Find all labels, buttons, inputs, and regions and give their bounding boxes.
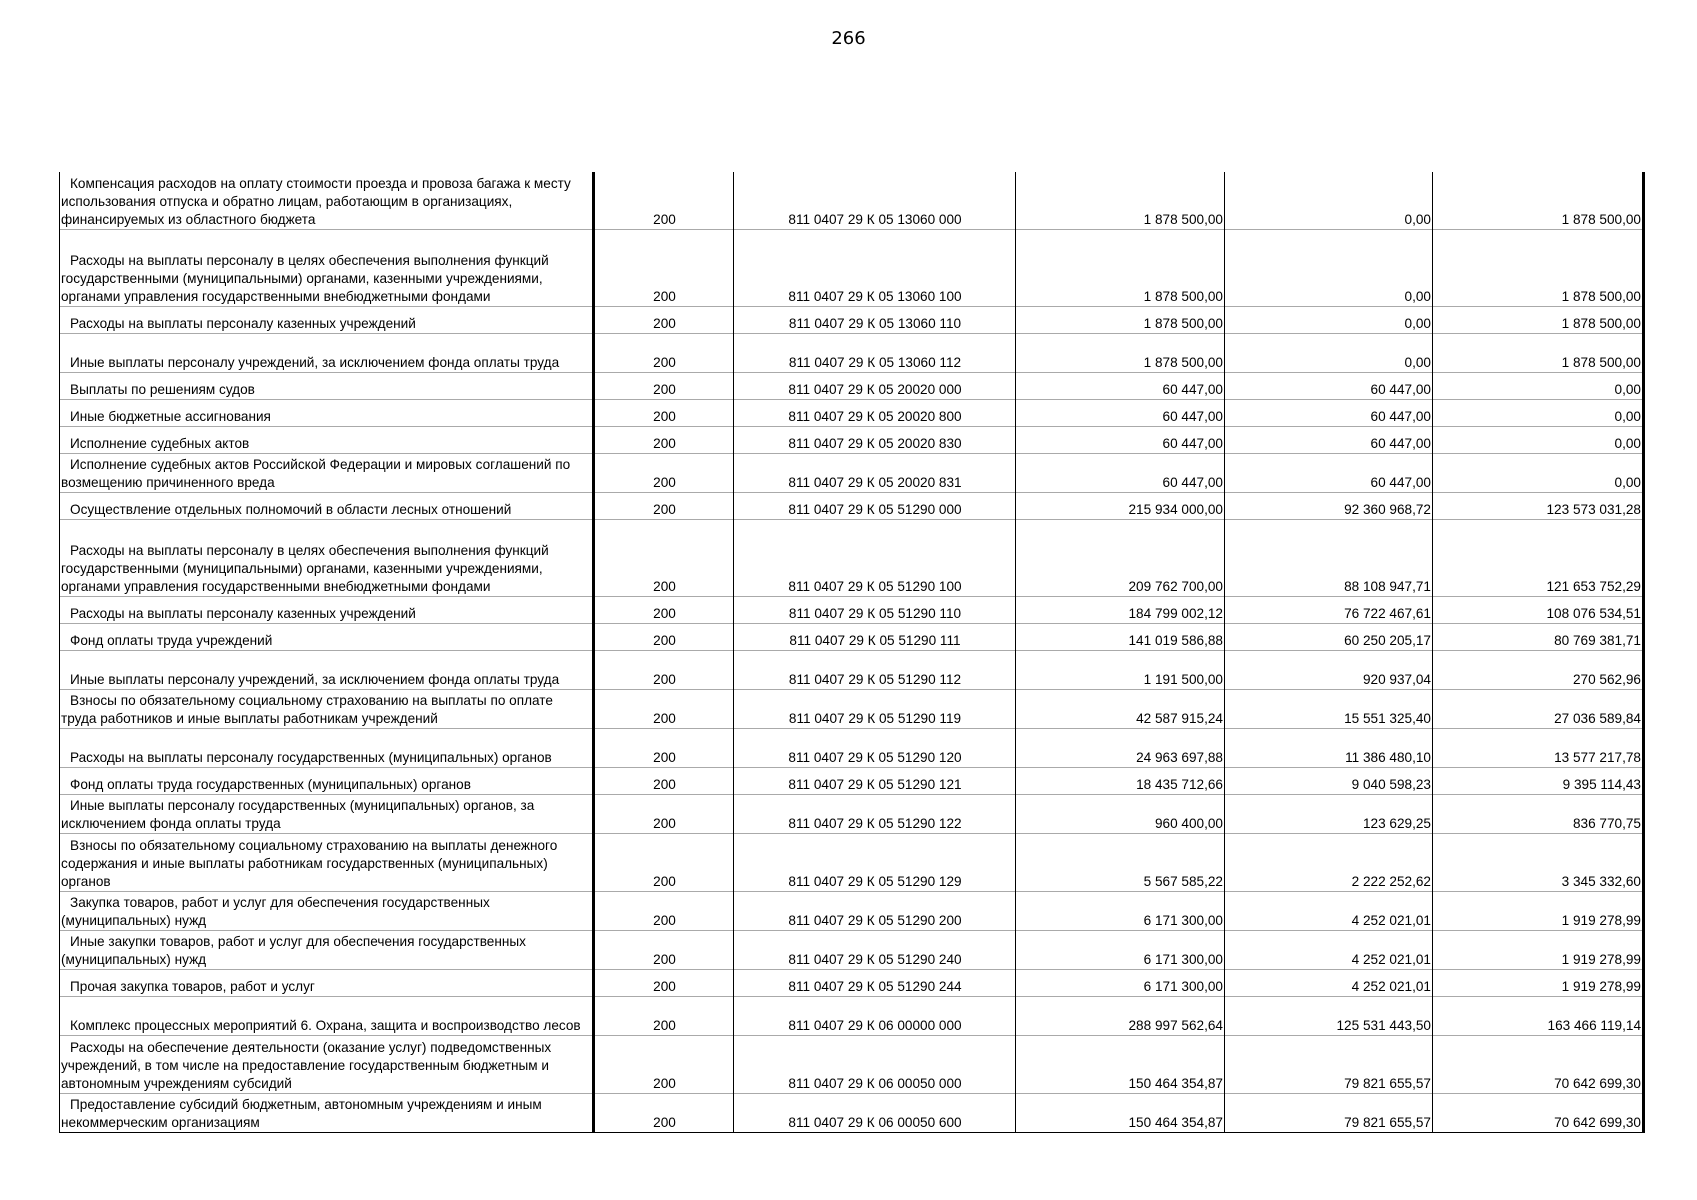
row-unexecuted-amount-cell: 123 573 031,28 bbox=[1433, 493, 1644, 520]
row-name-cell bbox=[60, 729, 594, 768]
row-name-text: Осуществление отдельных полномочий в области лесных отношений bbox=[70, 502, 512, 517]
row-classification-code-cell: 811 0407 29 К 05 51290 111 bbox=[734, 624, 1016, 651]
row-classification-code-cell: 811 0407 29 К 06 00050 000 bbox=[734, 1036, 1016, 1094]
row-classification-code-cell: 811 0407 29 К 05 51290 122 bbox=[734, 795, 1016, 834]
row-executed-amount-cell: 11 386 480,10 bbox=[1225, 729, 1433, 768]
row-unexecuted-amount-cell: 1 878 500,00 bbox=[1433, 172, 1644, 230]
row-executed-amount-cell: 123 629,25 bbox=[1225, 795, 1433, 834]
row-executed-amount-cell: 60 447,00 bbox=[1225, 454, 1433, 493]
row-name-cell bbox=[60, 493, 594, 520]
row-executed-amount-cell: 88 108 947,71 bbox=[1225, 520, 1433, 597]
row-executed-amount-cell: 4 252 021,01 bbox=[1225, 970, 1433, 997]
row-approved-amount-cell: 1 878 500,00 bbox=[1016, 172, 1225, 230]
row-name-text: Иные бюджетные ассигнования bbox=[70, 409, 271, 424]
row-approved-amount-cell: 6 171 300,00 bbox=[1016, 931, 1225, 970]
row-name-cell bbox=[60, 427, 594, 454]
row-classification-code-cell: 811 0407 29 К 05 51290 119 bbox=[734, 690, 1016, 729]
table-row bbox=[60, 1036, 1644, 1094]
row-name-cell bbox=[60, 172, 594, 230]
row-name-cell bbox=[60, 768, 594, 795]
row-executed-amount-cell: 60 447,00 bbox=[1225, 373, 1433, 400]
row-name-text: Взносы по обязательному социальному страхованию на выплаты по оплате труда работников и иные выплаты работникам учреждений bbox=[61, 693, 553, 726]
row-line-code-cell: 200 bbox=[594, 970, 734, 997]
row-approved-amount-cell: 60 447,00 bbox=[1016, 454, 1225, 493]
row-unexecuted-amount-cell: 0,00 bbox=[1433, 427, 1644, 454]
table-row bbox=[60, 454, 1644, 493]
row-classification-code-cell: 811 0407 29 К 06 00050 600 bbox=[734, 1094, 1016, 1133]
row-line-code-cell: 200 bbox=[594, 520, 734, 597]
row-name-text: Предоставление субсидий бюджетным, автономным учреждениям и иным некоммерческим организациям bbox=[61, 1097, 542, 1130]
row-unexecuted-amount-cell: 270 562,96 bbox=[1433, 651, 1644, 690]
table-row bbox=[60, 651, 1644, 690]
row-unexecuted-amount-cell: 27 036 589,84 bbox=[1433, 690, 1644, 729]
row-approved-amount-cell: 1 878 500,00 bbox=[1016, 230, 1225, 307]
row-approved-amount-cell: 24 963 697,88 bbox=[1016, 729, 1225, 768]
row-unexecuted-amount-cell: 70 642 699,30 bbox=[1433, 1094, 1644, 1133]
row-classification-code-cell: 811 0407 29 К 05 13060 112 bbox=[734, 334, 1016, 373]
row-unexecuted-amount-cell: 1 878 500,00 bbox=[1433, 307, 1644, 334]
row-line-code-cell: 200 bbox=[594, 931, 734, 970]
row-approved-amount-cell: 18 435 712,66 bbox=[1016, 768, 1225, 795]
budget-execution-table bbox=[59, 172, 1645, 1133]
row-classification-code-cell: 811 0407 29 К 05 20020 831 bbox=[734, 454, 1016, 493]
row-name-cell bbox=[60, 834, 594, 892]
row-unexecuted-amount-cell: 13 577 217,78 bbox=[1433, 729, 1644, 768]
row-name-cell bbox=[60, 651, 594, 690]
row-unexecuted-amount-cell: 9 395 114,43 bbox=[1433, 768, 1644, 795]
table-row bbox=[60, 597, 1644, 624]
row-unexecuted-amount-cell: 1 878 500,00 bbox=[1433, 334, 1644, 373]
row-executed-amount-cell: 9 040 598,23 bbox=[1225, 768, 1433, 795]
page-number: 266 bbox=[831, 28, 866, 49]
row-name-cell bbox=[60, 230, 594, 307]
row-classification-code-cell: 811 0407 29 К 05 51290 240 bbox=[734, 931, 1016, 970]
row-approved-amount-cell: 184 799 002,12 bbox=[1016, 597, 1225, 624]
row-classification-code-cell: 811 0407 29 К 05 51290 129 bbox=[734, 834, 1016, 892]
row-line-code-cell: 200 bbox=[594, 230, 734, 307]
row-executed-amount-cell: 0,00 bbox=[1225, 307, 1433, 334]
row-executed-amount-cell: 60 447,00 bbox=[1225, 400, 1433, 427]
table-row bbox=[60, 373, 1644, 400]
row-line-code-cell: 200 bbox=[594, 307, 734, 334]
row-line-code-cell: 200 bbox=[594, 1036, 734, 1094]
table-row bbox=[60, 493, 1644, 520]
row-approved-amount-cell: 1 191 500,00 bbox=[1016, 651, 1225, 690]
table-row bbox=[60, 795, 1644, 834]
row-approved-amount-cell: 42 587 915,24 bbox=[1016, 690, 1225, 729]
row-classification-code-cell: 811 0407 29 К 05 51290 110 bbox=[734, 597, 1016, 624]
row-name-cell bbox=[60, 997, 594, 1036]
row-name-cell bbox=[60, 400, 594, 427]
row-line-code-cell: 200 bbox=[594, 768, 734, 795]
row-name-text: Расходы на выплаты персоналу государственных (муниципальных) органов bbox=[70, 750, 552, 765]
row-line-code-cell: 200 bbox=[594, 834, 734, 892]
row-name-text: Расходы на обеспечение деятельности (оказание услуг) подведомственных учреждений, в том числе на предоставление государственным бюджетным и автономным учреждениям субсидий bbox=[61, 1040, 552, 1091]
row-line-code-cell: 200 bbox=[594, 624, 734, 651]
row-name-cell bbox=[60, 597, 594, 624]
row-name-cell bbox=[60, 454, 594, 493]
row-approved-amount-cell: 5 567 585,22 bbox=[1016, 834, 1225, 892]
row-line-code-cell: 200 bbox=[594, 334, 734, 373]
row-name-text: Комплекс процессных мероприятий 6. Охрана, защита и воспроизводство лесов bbox=[70, 1018, 581, 1033]
row-executed-amount-cell: 0,00 bbox=[1225, 172, 1433, 230]
row-classification-code-cell: 811 0407 29 К 05 51290 112 bbox=[734, 651, 1016, 690]
row-executed-amount-cell: 79 821 655,57 bbox=[1225, 1094, 1433, 1133]
row-classification-code-cell: 811 0407 29 К 05 51290 000 bbox=[734, 493, 1016, 520]
row-executed-amount-cell: 920 937,04 bbox=[1225, 651, 1433, 690]
row-line-code-cell: 200 bbox=[594, 597, 734, 624]
table-row bbox=[60, 334, 1644, 373]
row-line-code-cell: 200 bbox=[594, 454, 734, 493]
row-name-cell bbox=[60, 892, 594, 931]
row-approved-amount-cell: 60 447,00 bbox=[1016, 373, 1225, 400]
row-classification-code-cell: 811 0407 29 К 05 20020 000 bbox=[734, 373, 1016, 400]
row-classification-code-cell: 811 0407 29 К 05 13060 110 bbox=[734, 307, 1016, 334]
row-executed-amount-cell: 60 447,00 bbox=[1225, 427, 1433, 454]
row-unexecuted-amount-cell: 1 919 278,99 bbox=[1433, 970, 1644, 997]
row-classification-code-cell: 811 0407 29 К 05 13060 100 bbox=[734, 230, 1016, 307]
row-name-cell bbox=[60, 334, 594, 373]
table-row bbox=[60, 970, 1644, 997]
row-executed-amount-cell: 15 551 325,40 bbox=[1225, 690, 1433, 729]
table-row bbox=[60, 400, 1644, 427]
row-executed-amount-cell: 0,00 bbox=[1225, 334, 1433, 373]
row-name-text: Закупка товаров, работ и услуг для обеспечения государственных (муниципальных) нужд bbox=[61, 895, 490, 928]
row-unexecuted-amount-cell: 70 642 699,30 bbox=[1433, 1036, 1644, 1094]
table-row bbox=[60, 307, 1644, 334]
row-unexecuted-amount-cell: 108 076 534,51 bbox=[1433, 597, 1644, 624]
row-name-cell bbox=[60, 931, 594, 970]
table-row bbox=[60, 624, 1644, 651]
row-name-text: Иные закупки товаров, работ и услуг для обеспечения государственных (муниципальных) нужд bbox=[61, 934, 526, 967]
row-name-cell bbox=[60, 1094, 594, 1133]
row-line-code-cell: 200 bbox=[594, 892, 734, 931]
row-name-cell bbox=[60, 307, 594, 334]
row-executed-amount-cell: 0,00 bbox=[1225, 230, 1433, 307]
row-unexecuted-amount-cell: 1 919 278,99 bbox=[1433, 892, 1644, 931]
row-approved-amount-cell: 288 997 562,64 bbox=[1016, 997, 1225, 1036]
row-name-text: Иные выплаты персоналу учреждений, за исключением фонда оплаты труда bbox=[70, 355, 560, 370]
row-classification-code-cell: 811 0407 29 К 05 51290 121 bbox=[734, 768, 1016, 795]
row-approved-amount-cell: 1 878 500,00 bbox=[1016, 307, 1225, 334]
table-body bbox=[60, 172, 1644, 1133]
row-approved-amount-cell: 1 878 500,00 bbox=[1016, 334, 1225, 373]
row-name-cell bbox=[60, 624, 594, 651]
row-executed-amount-cell: 2 222 252,62 bbox=[1225, 834, 1433, 892]
table-row bbox=[60, 729, 1644, 768]
row-approved-amount-cell: 60 447,00 bbox=[1016, 400, 1225, 427]
table-row bbox=[60, 172, 1644, 230]
row-unexecuted-amount-cell: 0,00 bbox=[1433, 454, 1644, 493]
row-line-code-cell: 200 bbox=[594, 690, 734, 729]
row-approved-amount-cell: 6 171 300,00 bbox=[1016, 970, 1225, 997]
row-line-code-cell: 200 bbox=[594, 400, 734, 427]
row-line-code-cell: 200 bbox=[594, 997, 734, 1036]
table-row bbox=[60, 931, 1644, 970]
row-executed-amount-cell: 125 531 443,50 bbox=[1225, 997, 1433, 1036]
row-executed-amount-cell: 4 252 021,01 bbox=[1225, 892, 1433, 931]
row-unexecuted-amount-cell: 121 653 752,29 bbox=[1433, 520, 1644, 597]
row-approved-amount-cell: 60 447,00 bbox=[1016, 427, 1225, 454]
row-classification-code-cell: 811 0407 29 К 06 00000 000 bbox=[734, 997, 1016, 1036]
row-classification-code-cell: 811 0407 29 К 05 20020 830 bbox=[734, 427, 1016, 454]
row-name-cell bbox=[60, 520, 594, 597]
row-unexecuted-amount-cell: 163 466 119,14 bbox=[1433, 997, 1644, 1036]
row-name-text: Компенсация расходов на оплату стоимости проезда и провоза багажа к месту использования отпуска и обратно лицам, работающим в организациях, финансируемых из областного бюджета bbox=[61, 176, 571, 227]
row-executed-amount-cell: 76 722 467,61 bbox=[1225, 597, 1433, 624]
table-row bbox=[60, 427, 1644, 454]
row-name-cell bbox=[60, 795, 594, 834]
row-name-text: Прочая закупка товаров, работ и услуг bbox=[70, 979, 315, 994]
row-classification-code-cell: 811 0407 29 К 05 51290 120 bbox=[734, 729, 1016, 768]
row-approved-amount-cell: 141 019 586,88 bbox=[1016, 624, 1225, 651]
row-name-text: Иные выплаты персоналу государственных (муниципальных) органов, за исключением фонда оплаты труда bbox=[61, 798, 535, 831]
row-name-text: Исполнение судебных актов Российской Федерации и мировых соглашений по возмещению причиненного вреда bbox=[61, 457, 571, 490]
table-row bbox=[60, 690, 1644, 729]
row-unexecuted-amount-cell: 80 769 381,71 bbox=[1433, 624, 1644, 651]
table-row bbox=[60, 997, 1644, 1036]
row-unexecuted-amount-cell: 1 878 500,00 bbox=[1433, 230, 1644, 307]
row-unexecuted-amount-cell: 0,00 bbox=[1433, 373, 1644, 400]
table-row bbox=[60, 892, 1644, 931]
row-line-code-cell: 200 bbox=[594, 795, 734, 834]
row-approved-amount-cell: 960 400,00 bbox=[1016, 795, 1225, 834]
table-row bbox=[60, 230, 1644, 307]
row-approved-amount-cell: 215 934 000,00 bbox=[1016, 493, 1225, 520]
row-name-text: Расходы на выплаты персоналу казенных учреждений bbox=[70, 316, 416, 331]
row-executed-amount-cell: 92 360 968,72 bbox=[1225, 493, 1433, 520]
row-approved-amount-cell: 209 762 700,00 bbox=[1016, 520, 1225, 597]
row-name-text: Расходы на выплаты персоналу казенных учреждений bbox=[70, 606, 416, 621]
row-name-text: Фонд оплаты труда учреждений bbox=[70, 633, 273, 648]
row-name-cell bbox=[60, 970, 594, 997]
row-line-code-cell: 200 bbox=[594, 172, 734, 230]
row-name-text: Исполнение судебных актов bbox=[70, 436, 250, 451]
row-line-code-cell: 200 bbox=[594, 373, 734, 400]
row-name-text: Иные выплаты персоналу учреждений, за исключением фонда оплаты труда bbox=[70, 672, 560, 687]
row-classification-code-cell: 811 0407 29 К 05 51290 200 bbox=[734, 892, 1016, 931]
row-name-cell bbox=[60, 373, 594, 400]
row-name-text: Выплаты по решениям судов bbox=[70, 382, 255, 397]
table-row bbox=[60, 834, 1644, 892]
row-unexecuted-amount-cell: 3 345 332,60 bbox=[1433, 834, 1644, 892]
row-name-cell bbox=[60, 1036, 594, 1094]
row-executed-amount-cell: 79 821 655,57 bbox=[1225, 1036, 1433, 1094]
row-line-code-cell: 200 bbox=[594, 427, 734, 454]
row-name-cell bbox=[60, 690, 594, 729]
table-row bbox=[60, 1094, 1644, 1133]
row-name-text: Фонд оплаты труда государственных (муниципальных) органов bbox=[70, 777, 471, 792]
row-line-code-cell: 200 bbox=[594, 651, 734, 690]
row-name-text: Взносы по обязательному социальному страхованию на выплаты денежного содержания и иные выплаты работникам государственных (муниципальных) органов bbox=[61, 838, 558, 889]
table-row bbox=[60, 768, 1644, 795]
row-classification-code-cell: 811 0407 29 К 05 20020 800 bbox=[734, 400, 1016, 427]
row-approved-amount-cell: 6 171 300,00 bbox=[1016, 892, 1225, 931]
row-classification-code-cell: 811 0407 29 К 05 51290 100 bbox=[734, 520, 1016, 597]
row-name-text: Расходы на выплаты персоналу в целях обеспечения выполнения функций государственными (муниципальными) органами, казенными учреждениями, органами управления государственными внебюджетными фондами bbox=[61, 253, 549, 304]
row-unexecuted-amount-cell: 0,00 bbox=[1433, 400, 1644, 427]
row-name-text: Расходы на выплаты персоналу в целях обеспечения выполнения функций государственными (муниципальными) органами, казенными учреждениями, органами управления государственными внебюджетными фондами bbox=[61, 543, 549, 594]
row-executed-amount-cell: 60 250 205,17 bbox=[1225, 624, 1433, 651]
row-approved-amount-cell: 150 464 354,87 bbox=[1016, 1094, 1225, 1133]
row-line-code-cell: 200 bbox=[594, 1094, 734, 1133]
row-approved-amount-cell: 150 464 354,87 bbox=[1016, 1036, 1225, 1094]
row-unexecuted-amount-cell: 836 770,75 bbox=[1433, 795, 1644, 834]
row-classification-code-cell: 811 0407 29 К 05 13060 000 bbox=[734, 172, 1016, 230]
row-line-code-cell: 200 bbox=[594, 493, 734, 520]
table-row bbox=[60, 520, 1644, 597]
row-unexecuted-amount-cell: 1 919 278,99 bbox=[1433, 931, 1644, 970]
row-executed-amount-cell: 4 252 021,01 bbox=[1225, 931, 1433, 970]
row-classification-code-cell: 811 0407 29 К 05 51290 244 bbox=[734, 970, 1016, 997]
row-line-code-cell: 200 bbox=[594, 729, 734, 768]
